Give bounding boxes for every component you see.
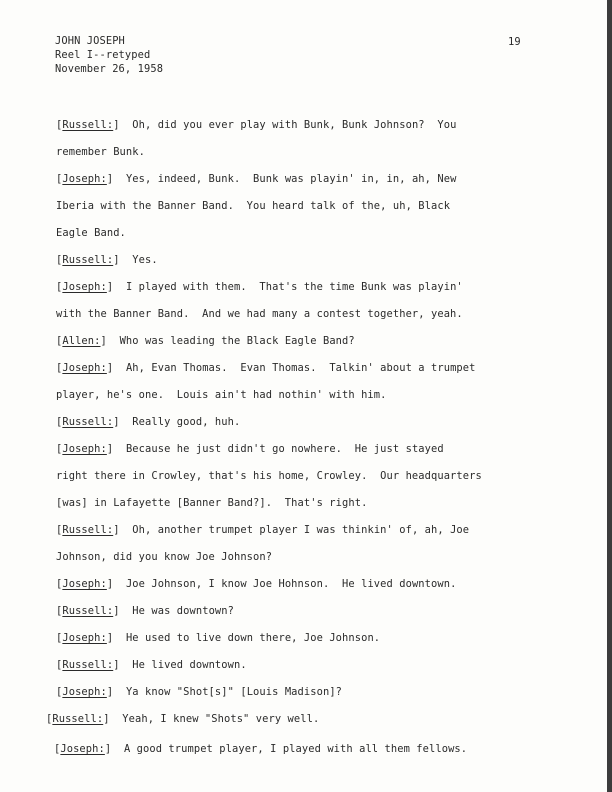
continuation-line <box>56 307 463 321</box>
interviewee-name: JOHN JOSEPH <box>55 35 125 47</box>
speaker-name: Joseph: <box>60 743 105 755</box>
line-text: Johnson, did you know Joe Johnson? <box>56 551 273 563</box>
continuation-line <box>56 388 387 402</box>
speaker-line <box>56 118 456 132</box>
line-text: Joe Johnson, I know Joe Hohnson. He lived downtown. <box>125 578 457 590</box>
speaker-name: Russell: <box>62 524 114 536</box>
speaker-name: Russell: <box>62 254 114 266</box>
line-text: right there in Crowley, that's his home, Crowley. Our headquarters <box>56 470 482 482</box>
speaker-name: Joseph: <box>62 632 107 644</box>
speaker-line <box>56 523 469 537</box>
speaker-name: Russell: <box>62 119 114 131</box>
speaker-line <box>56 253 158 267</box>
speaker-tag: [Russell:] <box>56 605 120 617</box>
speaker-tag: [Joseph:] <box>56 686 114 698</box>
speaker-line <box>56 577 456 591</box>
line-text: I played with them. That's the time Bunk was playin' <box>125 281 463 293</box>
speaker-tag: [Joseph:] <box>56 173 114 185</box>
line-text: Yes, indeed, Bunk. Bunk was playin' in, in, ah, New <box>125 173 457 185</box>
line-text: Ya know "Shot[s]" [Louis Madison]? <box>125 686 343 698</box>
line-text: A good trumpet player, I played with all them fellows. <box>123 743 468 755</box>
speaker-line <box>56 280 463 294</box>
speaker-name: Joseph: <box>62 173 107 185</box>
line-text: Who was leading the Black Eagle Band? <box>119 335 355 347</box>
speaker-line <box>56 334 355 348</box>
speaker-name: Joseph: <box>62 362 107 374</box>
line-text: [was] in Lafayette [Banner Band?]. That's right. <box>56 497 368 509</box>
speaker-name: Joseph: <box>62 578 107 590</box>
line-text: He used to live down there, Joe Johnson. <box>125 632 381 644</box>
line-text: Because he just didn't go nowhere. He just stayed <box>125 443 444 455</box>
line-text: Oh, another trumpet player I was thinkin' of, ah, Joe <box>132 524 470 536</box>
speaker-tag: [Russell:] <box>56 659 120 671</box>
speaker-tag: [Russell:] <box>56 416 120 428</box>
speaker-name: Russell: <box>62 605 114 617</box>
line-text: Eagle Band. <box>56 227 126 239</box>
line-text: Yeah, I knew "Shots" very well. <box>122 713 320 725</box>
speaker-line <box>56 442 444 456</box>
speaker-tag: [Joseph:] <box>56 443 114 455</box>
speaker-line <box>54 742 467 756</box>
line-text: Ah, Evan Thomas. Evan Thomas. Talkin' about a trumpet <box>125 362 476 374</box>
continuation-line <box>56 496 367 510</box>
line-text: Yes. <box>132 254 158 266</box>
continuation-line <box>56 226 126 240</box>
speaker-tag: [Allen:] <box>56 335 107 347</box>
speaker-line <box>56 604 234 618</box>
line-text: remember Bunk. <box>56 146 145 158</box>
speaker-name: Russell: <box>62 416 114 428</box>
speaker-tag: [Joseph:] <box>56 362 114 374</box>
speaker-line <box>56 631 380 645</box>
speaker-tag: [Joseph:] <box>54 743 112 755</box>
line-text: with the Banner Band. And we had many a contest together, yeah. <box>56 308 463 320</box>
continuation-line <box>56 145 145 159</box>
interview-date: November 26, 1958 <box>55 63 164 75</box>
line-text: Oh, did you ever play with Bunk, Bunk Johnson? You <box>132 119 457 131</box>
speaker-line <box>56 415 240 429</box>
speaker-line <box>56 361 476 375</box>
line-text: Iberia with the Banner Band. You heard talk of the, uh, Black <box>56 200 451 212</box>
speaker-name: Russell: <box>62 659 114 671</box>
speaker-tag: [Russell:] <box>56 524 120 536</box>
speaker-tag: [Russell:] <box>56 254 120 266</box>
page-number: 19 <box>508 36 521 48</box>
speaker-name: Joseph: <box>62 281 107 293</box>
speaker-line <box>56 685 342 699</box>
speaker-line <box>56 658 247 672</box>
reel-label: Reel I--retyped <box>55 49 151 61</box>
speaker-name: Allen: <box>62 335 101 347</box>
speaker-name: Russell: <box>52 713 104 725</box>
line-text: He was downtown? <box>132 605 234 617</box>
speaker-tag: [Joseph:] <box>56 578 114 590</box>
speaker-tag: [Russell:] <box>56 119 120 131</box>
speaker-line <box>56 172 456 186</box>
speaker-tag: [Joseph:] <box>56 281 114 293</box>
line-text: Really good, huh. <box>132 416 241 428</box>
document-header <box>55 34 163 76</box>
continuation-line <box>56 550 272 564</box>
line-text: player, he's one. Louis ain't had nothin' with him. <box>56 389 387 401</box>
speaker-line <box>46 712 319 726</box>
speaker-name: Joseph: <box>62 686 107 698</box>
continuation-line <box>56 199 450 213</box>
speaker-tag: [Joseph:] <box>56 632 114 644</box>
continuation-line <box>56 469 482 483</box>
speaker-name: Joseph: <box>62 443 107 455</box>
line-text: He lived downtown. <box>132 659 247 671</box>
speaker-tag: [Russell:] <box>46 713 110 725</box>
